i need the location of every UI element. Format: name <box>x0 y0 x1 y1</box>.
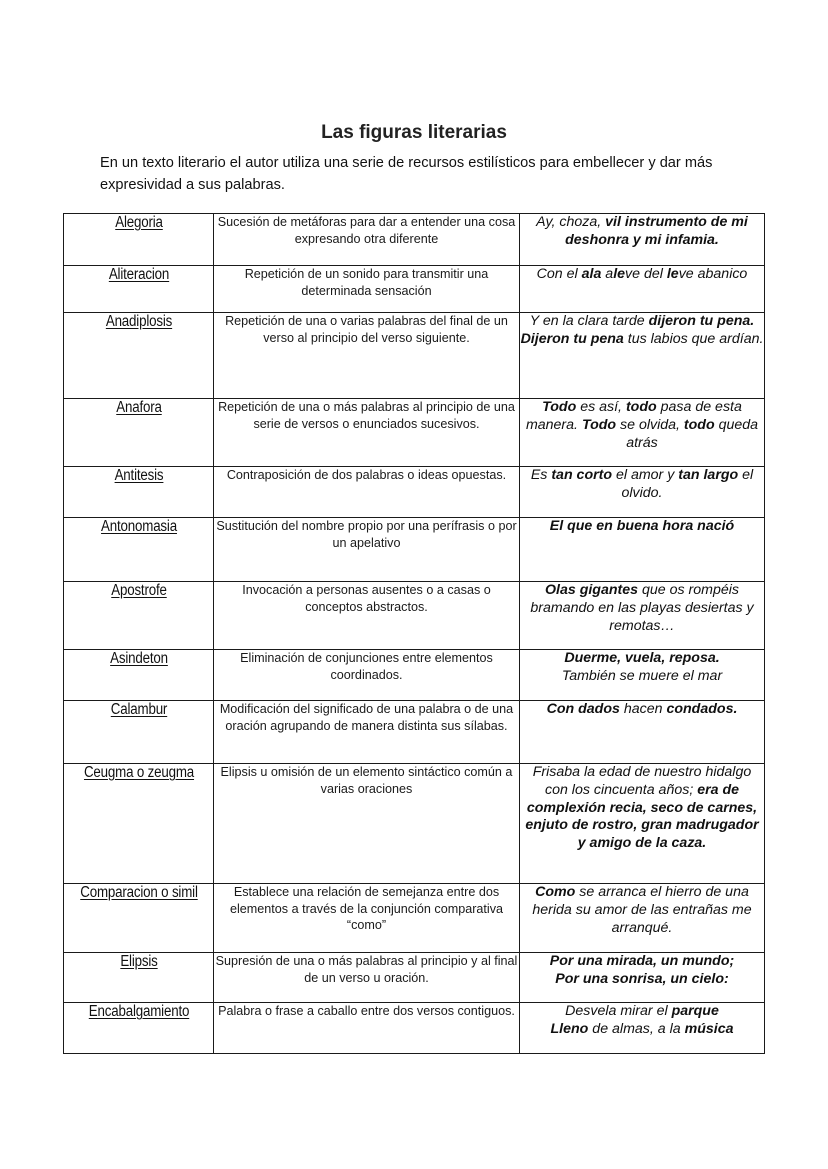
definition-cell: Elipsis u omisión de un elemento sintáctico común a varias oraciones <box>214 764 520 884</box>
example-fragment: Desvela mirar el <box>565 1003 672 1019</box>
example-cell <box>520 884 765 953</box>
example-cell <box>520 214 765 266</box>
definition-cell: Repetición de una o varias palabras del final de un verso al principio del verso siguiente. <box>214 313 520 399</box>
example-fragment: Y en la clara tarde <box>529 313 649 329</box>
example-fragment-bold: música <box>684 1020 734 1037</box>
example-fragment: ve del <box>625 266 667 282</box>
example-fragment: el amor y <box>612 467 679 483</box>
term-cell: Antitesis <box>74 467 203 518</box>
example-fragment-bold: tan largo <box>678 467 739 483</box>
example-cell <box>520 1003 765 1054</box>
term-cell: Encabalgamiento <box>74 1003 203 1054</box>
definition-cell: Invocación a personas ausentes o a casas o conceptos abstractos. <box>214 582 520 650</box>
example-fragment: a <box>601 266 614 282</box>
definition-cell: Establece una relación de semejanza entre dos elementos a través de la conjunción comparativa “como” <box>214 884 520 953</box>
literary-figures-table <box>63 213 765 1054</box>
term-cell: Elipsis <box>74 953 203 1003</box>
example-fragment: queda atrás <box>626 416 759 451</box>
example-fragment-bold: Duerme, vuela, reposa. <box>564 650 720 666</box>
example-fragment: ve abanico <box>678 266 748 282</box>
example-fragment: pasa de esta manera. <box>525 399 742 433</box>
table-row <box>64 764 765 884</box>
intro-paragraph: En un texto literario el autor utiliza una serie de recursos estilísticos para embellecer y dar más expresividad a sus palabras. <box>100 155 713 193</box>
example-fragment-bold: Olas gigantes <box>545 582 639 598</box>
example-fragment-bold: dijeron tu pena. <box>648 313 755 329</box>
example-cell <box>520 313 765 399</box>
example-fragment-bold: era de complexión recia, seco de carnes, enjuto de rostro, gran madrugador y amigo de la caza. <box>525 781 759 852</box>
example-fragment: que os rompéis bramando en las playas desiertas y remotas… <box>530 582 754 634</box>
table-row <box>64 214 765 266</box>
example-fragment-bold: Dijeron tu pena <box>520 330 624 347</box>
example-fragment: Ay, choza, <box>536 214 606 230</box>
example-fragment: Es <box>530 467 552 483</box>
table-row <box>64 399 765 467</box>
table-row <box>64 266 765 313</box>
term-cell: Alegoria <box>74 214 203 266</box>
term-cell: Anadiplosis <box>74 313 203 399</box>
example-fragment: el olvido. <box>621 467 754 501</box>
example-fragment-bold: todo <box>683 416 715 433</box>
term-cell: Anafora <box>74 399 203 467</box>
example-cell <box>520 266 765 313</box>
term-cell: Apostrofe <box>74 582 203 650</box>
definition-cell: Eliminación de conjunciones entre elementos coordinados. <box>214 650 520 701</box>
example-fragment: se olvida, <box>616 416 684 433</box>
definition-cell: Modificación del significado de una palabra o de una oración agrupando de manera distinta sus sílabas. <box>214 701 520 764</box>
example-fragment: de almas, a la <box>588 1020 685 1037</box>
example-fragment-bold: Todo <box>542 399 577 415</box>
table-row <box>64 650 765 701</box>
example-fragment-bold: vil instrumento de mi deshonra y mi infamia. <box>565 214 748 248</box>
table-row <box>64 1003 765 1054</box>
term-cell: Calambur <box>74 701 203 764</box>
table-row <box>64 582 765 650</box>
example-fragment: Con el <box>536 266 582 282</box>
definition-cell: Sustitución del nombre propio por una perífrasis o por un apelativo <box>214 518 520 582</box>
example-fragment: Frisaba la edad de nuestro hidalgo con los cincuenta años; <box>532 764 752 798</box>
definition-cell: Repetición de una o más palabras al principio de una serie de versos o enunciados sucesivos. <box>214 399 520 467</box>
example-fragment: se arranca el hierro de una herida su amor de las entrañas me arranqué. <box>532 884 752 936</box>
term-cell: Aliteracion <box>74 266 203 313</box>
definition-cell: Contraposición de dos palabras o ideas opuestas. <box>214 467 520 518</box>
example-fragment-bold: Lleno <box>550 1020 589 1037</box>
term-cell: Asindeton <box>74 650 203 701</box>
example-fragment-bold: Por una sonrisa, un cielo: <box>555 970 729 987</box>
example-cell <box>520 399 765 467</box>
table-row <box>64 518 765 582</box>
example-fragment-bold: El que en buena hora nació <box>549 518 735 534</box>
example-fragment-bold: Con dados <box>546 701 620 717</box>
page-title: Las figuras literarias <box>321 122 507 143</box>
term-cell: Antonomasia <box>74 518 203 582</box>
example-fragment-bold: le <box>613 266 626 282</box>
example-fragment-bold: tan corto <box>551 467 613 483</box>
table-row <box>64 313 765 399</box>
example-cell <box>520 582 765 650</box>
definition-cell: Repetición de un sonido para transmitir una determinada sensación <box>214 266 520 313</box>
example-fragment: es así, <box>576 399 626 415</box>
definition-cell: Supresión de una o más palabras al principio y al final de un verso u oración. <box>214 953 520 1003</box>
example-cell <box>520 518 765 582</box>
term-cell: Ceugma o zeugma <box>74 764 203 884</box>
table-row <box>64 884 765 953</box>
example-fragment-bold: Por una mirada, un mundo; <box>549 953 735 969</box>
example-fragment-bold: parque <box>671 1003 719 1019</box>
example-fragment-bold: Como <box>535 884 576 900</box>
example-fragment-bold: le <box>666 266 679 282</box>
table-row <box>64 953 765 1003</box>
example-cell <box>520 953 765 1003</box>
example-cell <box>520 701 765 764</box>
example-cell <box>520 467 765 518</box>
example-fragment: tus labios que ardían. <box>623 330 764 347</box>
example-fragment: hacen <box>619 701 667 717</box>
example-fragment-bold: ala <box>581 266 602 282</box>
example-fragment-bold: todo <box>625 399 657 415</box>
example-fragment-bold: condados. <box>666 701 738 717</box>
term-cell: Comparacion o simil <box>74 884 203 953</box>
table-row <box>64 467 765 518</box>
example-cell <box>520 764 765 884</box>
definition-cell: Sucesión de metáforas para dar a entender una cosa expresando otra diferente <box>214 214 520 266</box>
definition-cell: Palabra o frase a caballo entre dos versos contiguos. <box>214 1003 520 1054</box>
example-fragment-bold: Todo <box>581 416 617 433</box>
table-row <box>64 701 765 764</box>
example-cell <box>520 650 765 701</box>
example-fragment: También se muere el mar <box>561 667 723 684</box>
